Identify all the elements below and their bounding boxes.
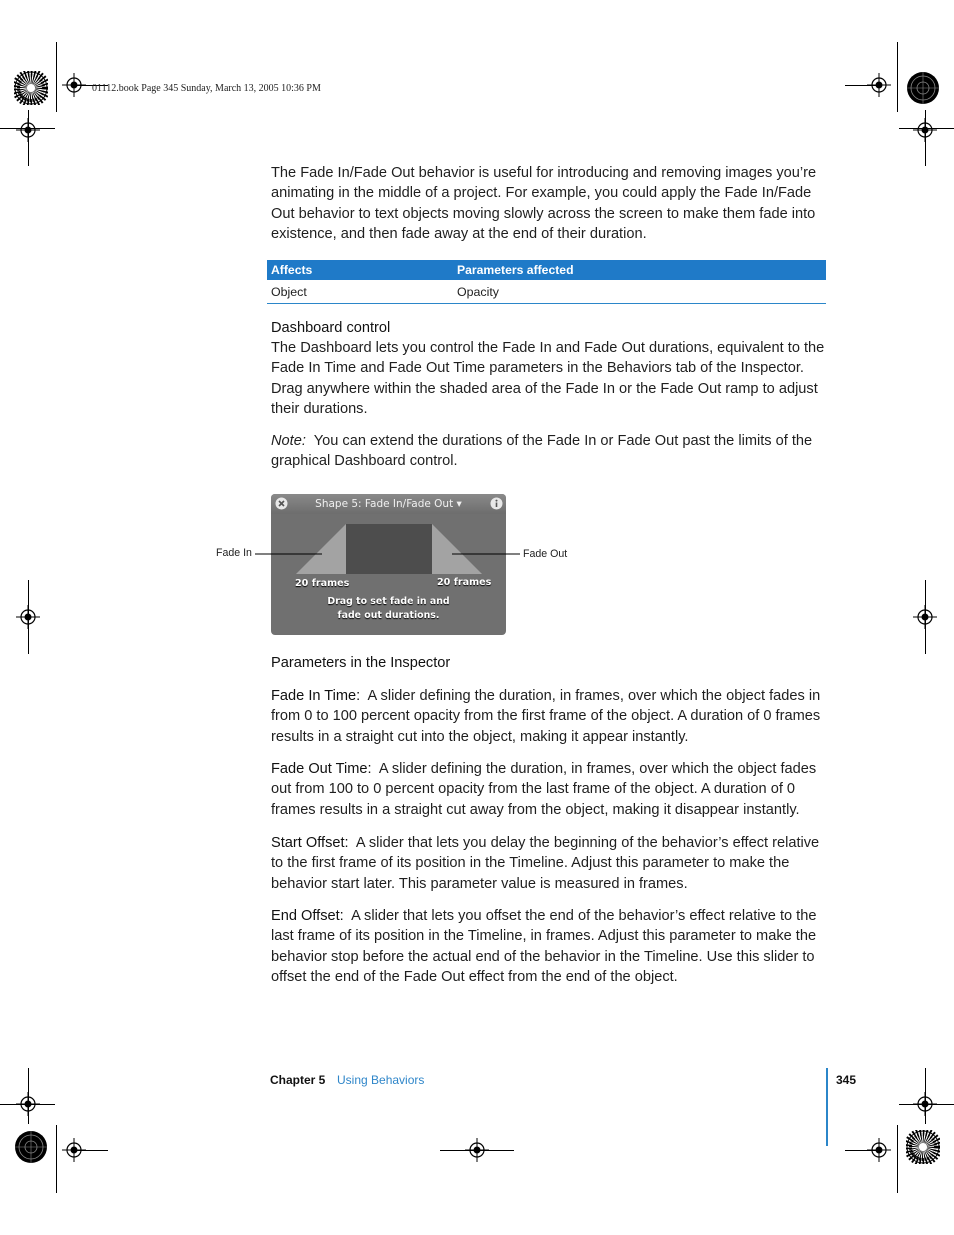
param-term: Start Offset: <box>271 835 349 851</box>
param-term: Fade Out Time: <box>271 761 372 777</box>
note-label: Note: <box>271 433 306 449</box>
param-text: A slider that lets you offset the end of the behavior’s effect relative to the last frame of its position in the Timeline, in frames. Adjust this parameter to make the behavior stop before the actual end of the behavior in the Timeline. Use this slider to offset the end of the Fade Out effect from the end of the object. <box>271 908 817 985</box>
param-text: A slider defining the duration, in frames, over which the object fades out from 100 to 0 percent opacity from the last frame of the object. A duration of 0 frames results in a straight cut away from the object, making it disappear instantly. <box>271 761 817 818</box>
param-term: Fade In Time: <box>271 688 361 704</box>
chevron-down-icon: ▾ <box>456 498 462 510</box>
inspector-heading: Parameters in the Inspector <box>271 655 451 671</box>
dashboard-paragraph: The Dashboard lets you control the Fade In and Fade Out durations, equivalent to the Fade In Time and Fade Out Time parameters in the Behaviors tab of the Inspector. Drag anywhere within the shaded area of the Fade In or the Fade Out ramp to adjust their durations. <box>271 340 825 417</box>
param-fade-in-time <box>271 686 827 747</box>
intro-paragraph: The Fade In/Fade Out behavior is useful for introducing and removing images you’re animating in the middle of a project. For example, you could apply the Fade In/Fade Out behavior to text objects moving slowly across the screen to make them fade into existence, and then fade away at the end of their duration. <box>271 165 817 242</box>
param-fade-out-time <box>271 759 827 820</box>
print-header: 01112.book Page 345 Sunday, March 13, 2005 10:36 PM <box>92 83 321 94</box>
table-cell-affects: Object <box>267 280 453 304</box>
param-text: A slider that lets you delay the beginning of the behavior’s effect relative to the first frame of its position in the Timeline. Adjust this parameter to make the behavior start later. This parameter value is measured in frames. <box>271 835 820 892</box>
table-header-parameters: Parameters affected <box>453 260 826 280</box>
table-header-affects: Affects <box>267 260 453 280</box>
param-term: End Offset: <box>271 908 344 924</box>
param-text: A slider defining the duration, in frames, over which the object fades in from 0 to 100 percent opacity from the first frame of the object. A duration of 0 frames results in a straight cut into the object, making it appear instantly. <box>271 688 821 745</box>
footer-divider <box>826 1068 828 1146</box>
fade-out-frames-label: 20 frames <box>437 577 492 588</box>
note-text: You can extend the durations of the Fade In or Fade Out past the limits of the graphical Dashboard control. <box>271 433 813 470</box>
fade-out-callout: Fade Out <box>523 548 568 560</box>
dashboard-heading: Dashboard control <box>271 320 391 336</box>
hud-hint-line2: fade out durations. <box>337 610 440 621</box>
param-end-offset <box>271 906 827 987</box>
param-start-offset <box>271 833 827 894</box>
page-number: 345 <box>836 1073 857 1087</box>
fade-in-frames-label: 20 frames <box>295 578 350 589</box>
table-cell-parameters: Opacity <box>453 280 826 304</box>
footer-chapter: Chapter 5 <box>270 1073 326 1087</box>
hud-hint-line1: Drag to set fade in and <box>327 596 450 607</box>
hud-title-label: Shape 5: Fade In/Fade Out <box>315 498 454 510</box>
fade-in-callout: Fade In <box>216 547 252 559</box>
footer-chapter-title[interactable]: Using Behaviors <box>337 1073 425 1087</box>
